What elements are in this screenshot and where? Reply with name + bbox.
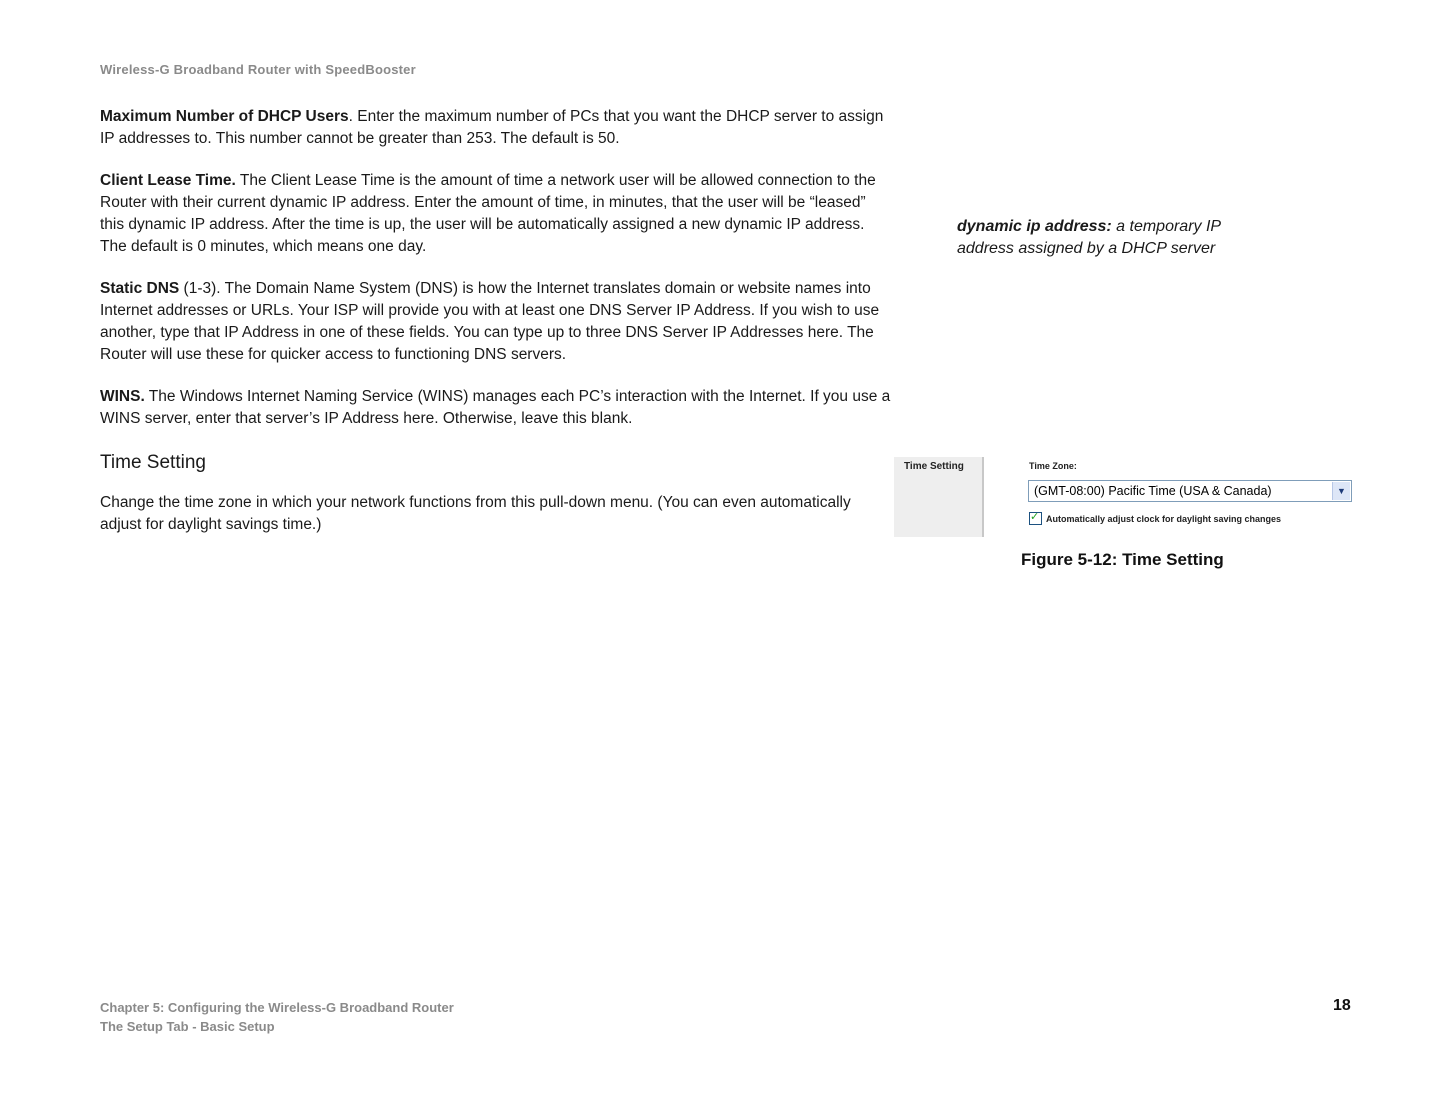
paragraph-time-setting: Change the time zone in which your network functions from this pull-down menu. (You can even automatically adjust for daylight savings time.): [100, 494, 851, 533]
figure-caption: Figure 5-12: Time Setting: [1021, 550, 1224, 569]
paragraph-wins: [100, 386, 892, 430]
text-static-dns: (1-3). The Domain Name System (DNS) is how the Internet translates domain or website names into Internet addresses or URLs. Your ISP will provide you with at least one DNS Server IP Address. If you wish to use another, type that IP Address in one of these fields. You can type up to three DNS Server IP Addresses here. The Router will use these for quicker access to functioning DNS servers.: [100, 280, 880, 363]
term-wins: WINS.: [100, 388, 145, 405]
check-icon: ✓: [1030, 511, 1040, 524]
time-zone-label: Time Zone:: [1029, 461, 1077, 471]
term-max-dhcp-users: Maximum Number of DHCP Users: [100, 108, 349, 125]
daylight-saving-label: Automatically adjust clock for daylight saving changes: [1046, 513, 1282, 524]
figure-time-setting-screenshot: [894, 457, 1356, 539]
glossary-note: [957, 216, 1257, 260]
chevron-down-icon[interactable]: ▼: [1332, 482, 1350, 500]
page-number: 18: [1333, 997, 1351, 1014]
term-client-lease-time: Client Lease Time.: [100, 172, 236, 189]
time-zone-selected-value: (GMT-08:00) Pacific Time (USA & Canada): [1034, 484, 1272, 498]
paragraph-client-lease-time: [100, 170, 892, 258]
paragraph-max-dhcp-users: [100, 106, 892, 150]
text-wins: The Windows Internet Naming Service (WINS) manages each PC’s interaction with the Internet. If you use a WINS server, enter that server’s IP Address here. Otherwise, leave this blank.: [100, 388, 891, 427]
glossary-term: dynamic ip address:: [957, 218, 1112, 235]
daylight-saving-checkbox[interactable]: [1029, 512, 1042, 525]
term-static-dns: Static DNS: [100, 280, 180, 297]
paragraph-static-dns: [100, 278, 892, 366]
figure-side-label: Time Setting: [904, 461, 964, 472]
daylight-saving-row: [1029, 510, 1281, 526]
text-client-lease-time: The Client Lease Time is the amount of time a network user will be allowed connection to the Router with their current dynamic IP address. Enter the amount of time, in minutes, that the user will be “leased” this dynamic IP address. After the time is up, the user will be automatically assigned a new dynamic IP address. The default is 0 minutes, which means one day.: [100, 172, 876, 255]
running-header: Wireless-G Broadband Router with SpeedBooster: [100, 62, 416, 77]
footer-section: The Setup Tab - Basic Setup: [100, 1019, 275, 1034]
time-zone-select[interactable]: [1028, 480, 1352, 502]
running-footer: [100, 998, 454, 1036]
figure-side-panel: [894, 457, 984, 537]
main-content: [100, 106, 892, 556]
glossary-definition: a temporary IP address assigned by a DHCP server: [957, 218, 1221, 257]
footer-chapter: Chapter 5: Configuring the Wireless-G Broadband Router: [100, 1000, 454, 1015]
heading-time-setting: Time Setting: [100, 452, 206, 473]
text-max-dhcp-users: . Enter the maximum number of PCs that you want the DHCP server to assign IP addresses to. This number cannot be greater than 253. The default is 50.: [100, 108, 884, 147]
